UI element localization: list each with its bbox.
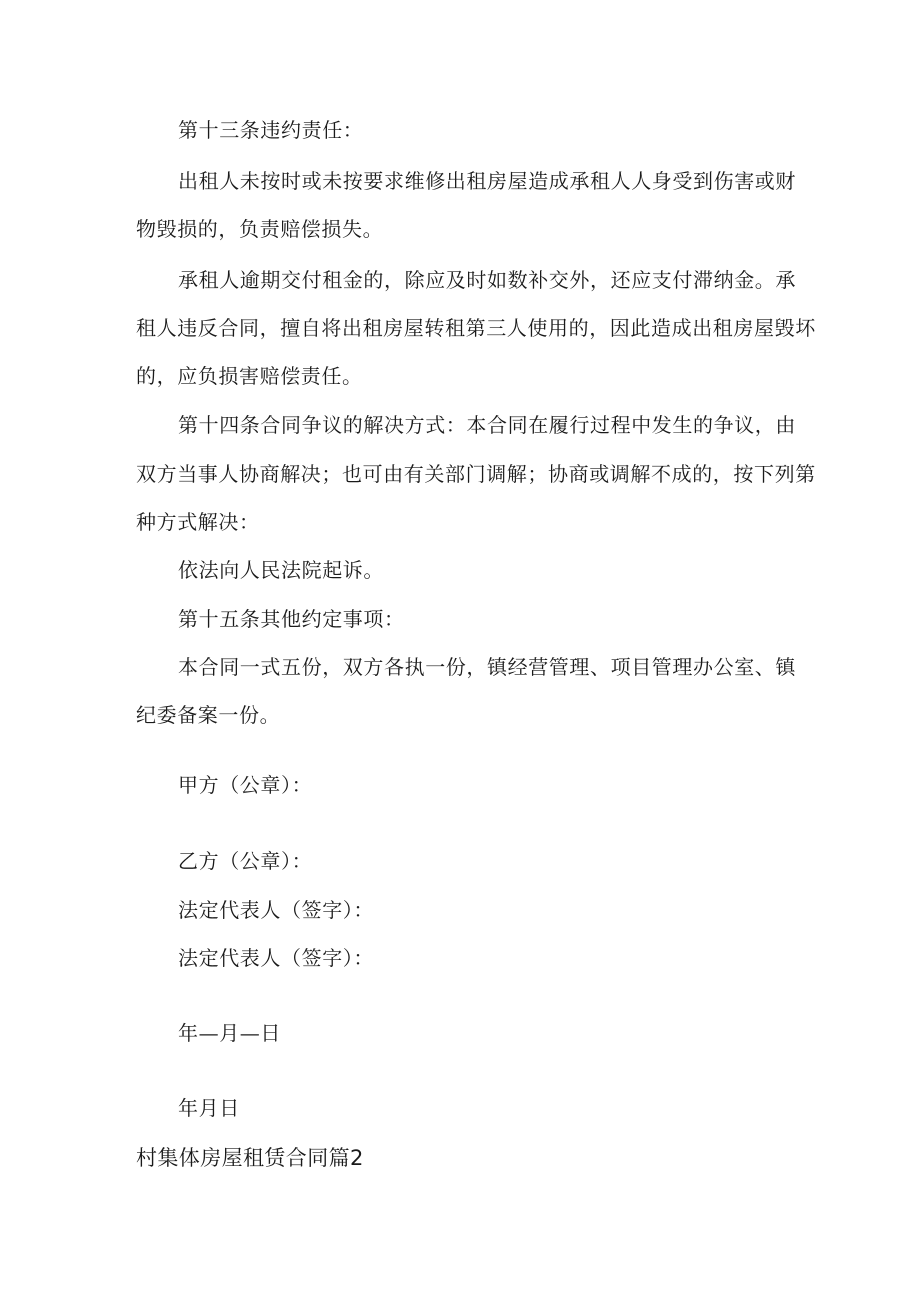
section-title: 村集体房屋租赁合同篇2 [136, 1146, 364, 1170]
legal-representative-signature-label-2: 法定代表人（签字）： [178, 946, 374, 970]
article-14-line-3: 种方式解决： [136, 510, 260, 534]
article-15-paragraph-line-1: 本合同一式五份，双方各执一份，镇经营管理、项目管理办公室、镇 [178, 655, 796, 679]
article-15-heading: 第十五条其他约定事项： [178, 607, 405, 631]
article-15-paragraph-line-2: 纪委备案一份。 [136, 703, 281, 727]
article-13-paragraph-2-line-2: 租人违反合同，擅自将出租房屋转租第三人使用的，因此造成出租房屋毁坏 [136, 316, 816, 340]
article-13-paragraph-1-line-2: 物毁损的，负责赔偿损失。 [136, 217, 384, 241]
article-13-paragraph-2-line-1: 承租人逾期交付租金的，除应及时如数补交外，还应支付滞纳金。承 [178, 268, 796, 292]
dispute-resolution-method: 依法向人民法院起诉。 [178, 558, 384, 582]
article-13-paragraph-2-line-3: 的，应负损害赔偿责任。 [136, 364, 363, 388]
article-14-line-1: 第十四条合同争议的解决方式：本合同在履行过程中发生的争议，由 [178, 413, 796, 437]
party-b-seal-label: 乙方（公章）： [178, 849, 313, 873]
party-a-seal-label: 甲方（公章）： [178, 773, 313, 797]
article-13-paragraph-1-line-1: 出租人未按时或未按要求维修出租房屋造成承租人人身受到伤害或财 [178, 169, 796, 193]
date-line-2: 年月日 [178, 1096, 240, 1120]
legal-representative-signature-label-1: 法定代表人（签字）： [178, 898, 374, 922]
date-line-1: 年—月—日 [178, 1021, 281, 1045]
article-14-line-2: 双方当事人协商解决；也可由有关部门调解；协商或调解不成的，按下列第 [136, 462, 816, 486]
article-13-heading: 第十三条违约责任： [178, 118, 364, 142]
